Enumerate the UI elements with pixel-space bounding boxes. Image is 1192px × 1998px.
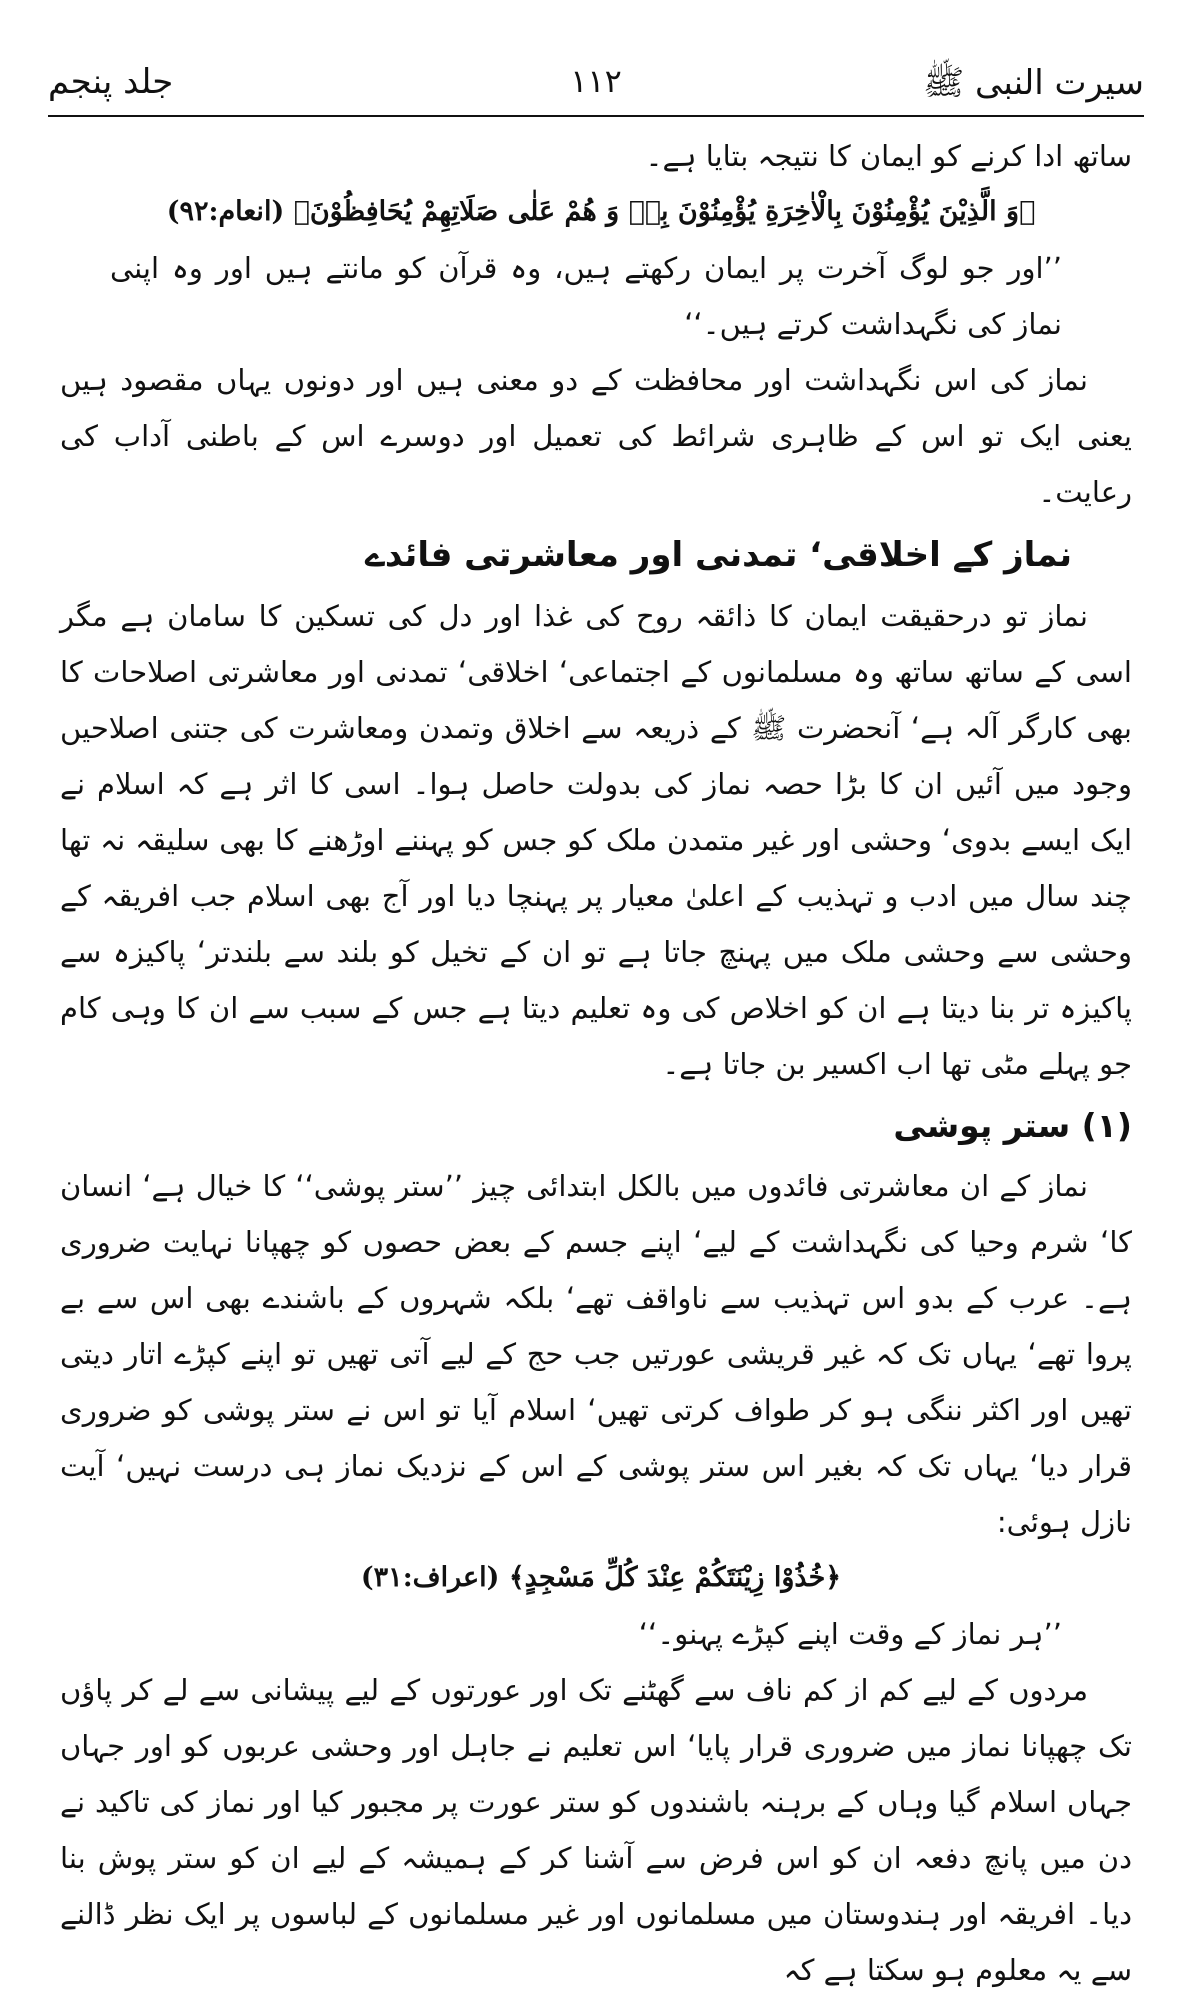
book-title: سیرت النبی ﷺ	[923, 63, 1144, 103]
verse-translation-1: ’’اور جو لوگ آخرت پر ایمان رکھتے ہیں، وہ قرآن کو مانتے ہیں اور وہ اپنی نماز کی نگہداشت کرتے ہیں۔‘‘	[110, 251, 1062, 341]
paragraph-2: نماز کی اس نگہداشت اور محافظت کے دو معنی ہیں اور دونوں یہاں مقصود ہیں یعنی ایک تو اس کے ظاہری شرائط کی تعمیل اور دوسرے اس کے باطنی آداب کی رعایت۔	[60, 363, 1132, 509]
header-divider	[48, 115, 1144, 117]
page-body	[60, 128, 1132, 1998]
verse-translation-2: ’’ہر نماز کے وقت اپنے کپڑے پہنو۔‘‘	[638, 1617, 1062, 1651]
quran-verse-1: ﴿وَ الَّذِیْنَ یُؤْمِنُوْنَ بِالْاٰخِرَةِ یُؤْمِنُوْنَ بِهٖ وَ هُمْ عَلٰی صَلَاتِهِمْ یُحَافِظُوْنَ﴾ (انعام:۹۲)	[166, 196, 1036, 227]
volume-label: جلد پنجم	[48, 62, 174, 102]
quran-verse-2: ﴿خُذُوْا زِیْنَتَكُمْ عِنْدَ كُلِّ مَسْجِدٍ﴾ (اعراف:۳۱)	[360, 1562, 842, 1593]
paragraph-3: نماز تو درحقیقت ایمان کا ذائقہ روح کی غذا اور دل کی تسکین کا سامان ہے مگر اسی کے ساتھ ساتھ وہ مسلمانوں کے اجتماعی‘ اخلاقی‘ تمدنی اور معاشرتی اصلاحات کا بھی کارگر آلہ ہے‘ آنحضرت ﷺ کے ذریعہ سے اخلاق وتمدن ومعاشرت کی جتنی اصلاحیں وجود میں آئیں ان کا بڑا حصہ نماز کی بدولت حاصل ہوا۔ اسی کا اثر ہے کہ اسلام نے ایک ایسے بدوی‘ وحشی اور غیر متمدن ملک کو جس کو پہننے اوڑھنے کا بھی سلیقہ نہ تھا چند سال میں ادب و تہذیب کے اعلیٰ معیار پر پہنچا دیا اور آج بھی اسلام جب افریقہ کے وحشی سے وحشی ملک میں پہنچ جاتا ہے تو ان کے تخیل کو بلند سے بلندتر‘ پاکیزہ سے پاکیزہ تر بنا دیتا ہے ان کو اخلاص کی وہ تعلیم دیتا ہے جس کے سبب سے ان کا وہی کام جو پہلے مٹی تھا اب اکسیر بن جاتا ہے۔	[60, 599, 1132, 1081]
section-heading: نماز کے اخلاقی‘ تمدنی اور معاشرتی فائدے	[364, 535, 1072, 575]
paragraph-4: نماز کے ان معاشرتی فائدوں میں بالکل ابتدائی چیز ’’ستر پوشی‘‘ کا خیال ہے‘ انسان کا‘ شرم وحیا کی نگہداشت کے لیے‘ اپنے جسم کے بعض حصوں کو چھپانا نہایت ضروری ہے۔ عرب کے بدو اس تہذیب سے ناواقف تھے‘ بلکہ شہروں کے باشندے بھی اس سے بے پروا تھے‘ یہاں تک کہ غیر قریشی عورتیں جب حج کے لیے آتی تھیں تو اپنے کپڑے اتار دیتی تھیں اور اکثر ننگی ہو کر طواف کرتی تھیں‘ اسلام آیا تو اس نے ستر پوشی کو ضروری قرار دیا‘ یہاں تک کہ بغیر اس ستر پوشی کے اس کے نزدیک نماز ہی درست نہیں‘ آیت نازل ہوئی:	[60, 1169, 1132, 1539]
page-number: ۱۱۲	[570, 62, 622, 100]
paragraph-1: ساتھ ادا کرنے کو ایمان کا نتیجہ بتایا ہے۔	[645, 139, 1132, 173]
subsection-heading: (۱) ستر پوشی	[893, 1106, 1132, 1145]
paragraph-5: مردوں کے لیے کم از کم ناف سے گھٹنے تک اور عورتوں کے لیے پیشانی سے لے کر پاؤں تک چھپانا نماز میں ضروری قرار پایا‘ اس تعلیم نے جاہل اور وحشی عربوں کو اور جہاں جہاں اسلام گیا وہاں کے برہنہ باشندوں کو ستر عورت پر مجبور کیا اور نماز کی تاکید نے دن میں پانچ دفعہ ان کو اس فرض سے آشنا کر کے ہمیشہ کے لیے ان کو ستر پوش بنا دیا۔ افریقہ اور ہندوستان میں مسلمانوں اور غیر مسلمانوں کے لباسوں پر ایک نظر ڈالنے سے یہ معلوم ہو سکتا ہے کہ	[60, 1673, 1132, 1987]
page-header	[48, 62, 1144, 112]
